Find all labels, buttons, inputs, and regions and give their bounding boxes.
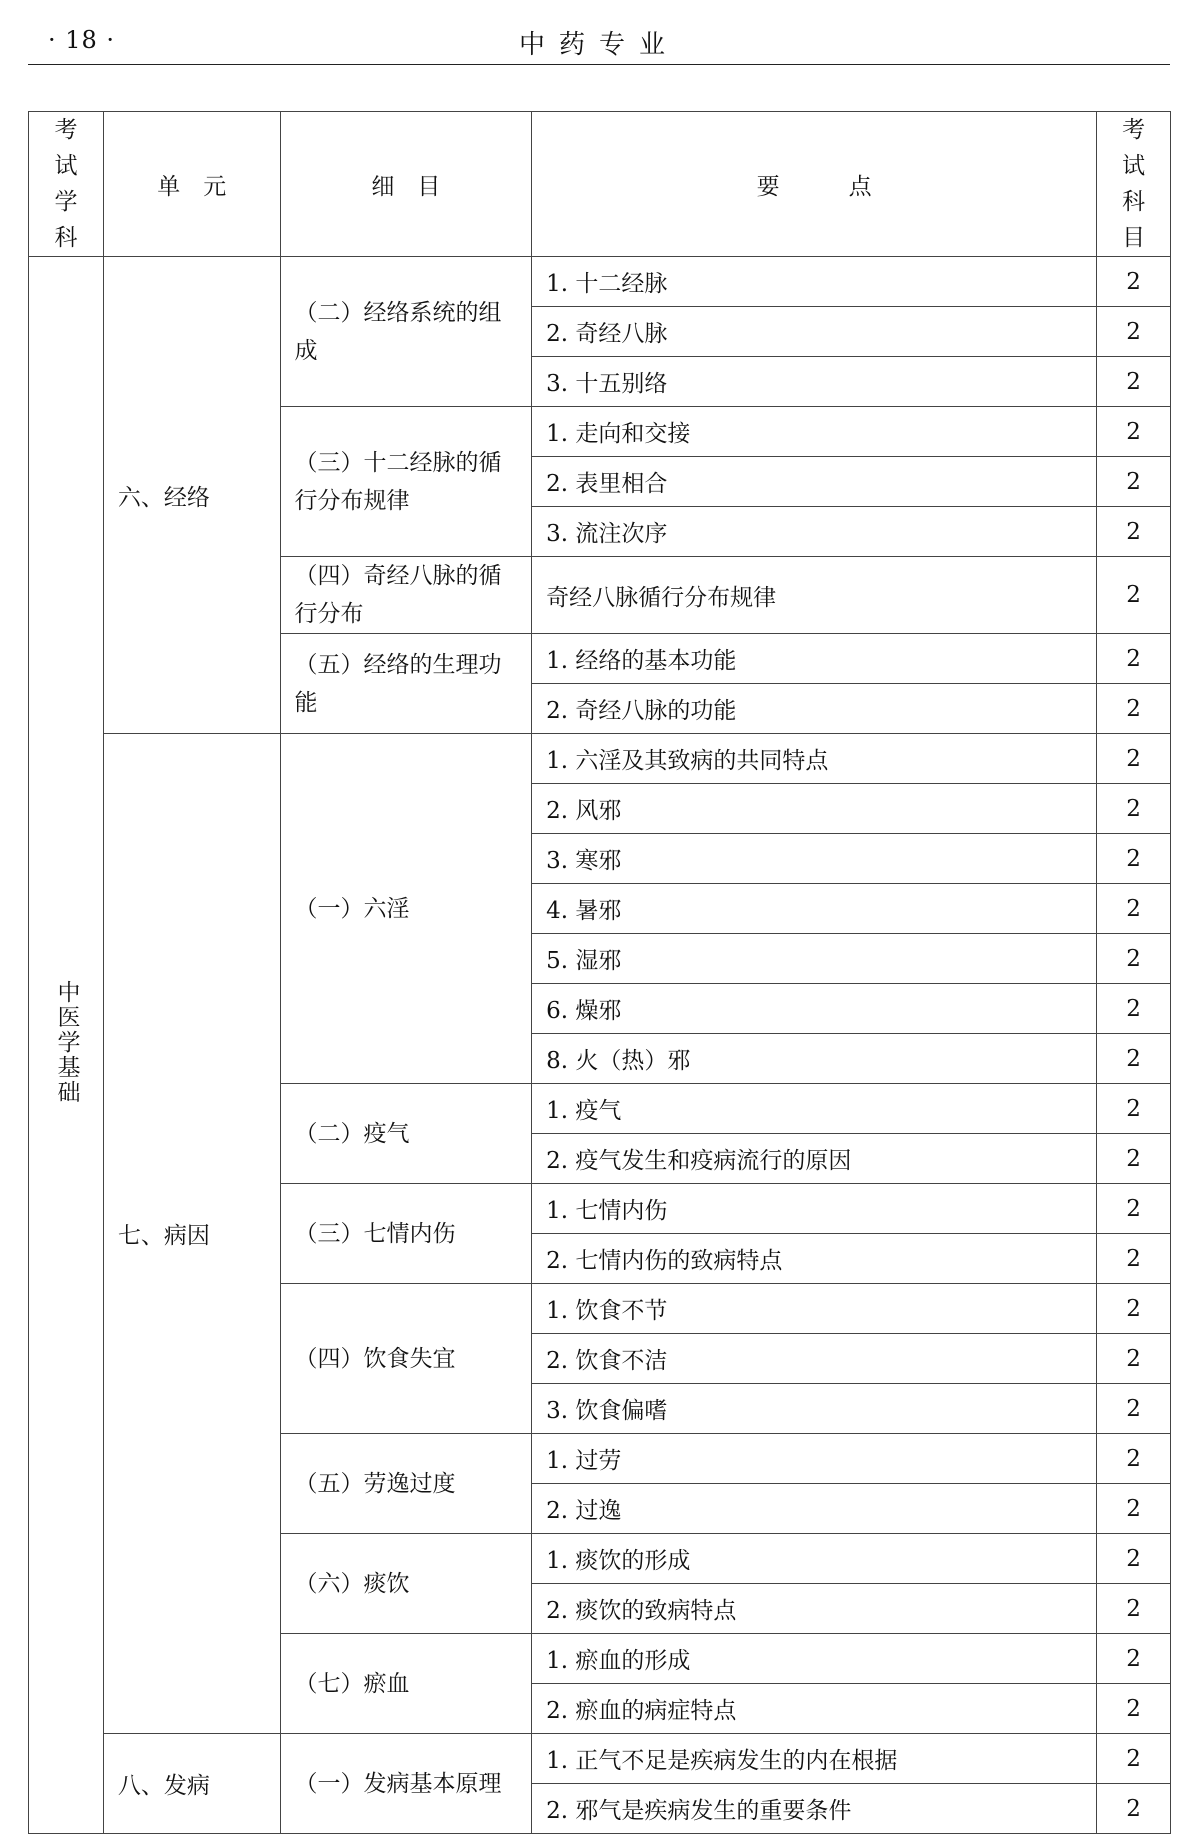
table-row (29, 734, 1171, 784)
level-cell: 2 (1097, 1684, 1171, 1734)
subject-cell (29, 257, 104, 1834)
level-cell: 2 (1097, 734, 1171, 784)
level-cell: 2 (1097, 1734, 1171, 1784)
point-cell: 1. 正气不足是疾病发生的内在根据 (532, 1734, 1097, 1784)
level-cell: 2 (1097, 1634, 1171, 1684)
level-cell: 2 (1097, 1434, 1171, 1484)
header-subject (29, 112, 104, 257)
header-subject-text: 考试 学科 (54, 117, 78, 251)
level-cell: 2 (1097, 984, 1171, 1034)
header-level (1097, 112, 1171, 257)
level-cell: 2 (1097, 1284, 1171, 1334)
point-cell: 3. 十五别络 (532, 357, 1097, 407)
header-point: 要 点 (532, 112, 1097, 257)
point-cell: 1. 瘀血的形成 (532, 1634, 1097, 1684)
point-cell: 2. 风邪 (532, 784, 1097, 834)
detail-cell: （四）饮食失宜 (280, 1284, 532, 1434)
unit-cell: 八、发病 (103, 1734, 280, 1834)
detail-cell: （二）经络系统的组成 (280, 257, 532, 407)
table-row (29, 257, 1171, 307)
level-cell: 2 (1097, 684, 1171, 734)
point-cell: 2. 痰饮的致病特点 (532, 1584, 1097, 1634)
unit-cell: 六、经络 (103, 257, 280, 734)
point-cell: 1. 七情内伤 (532, 1184, 1097, 1234)
detail-cell: （三）十二经脉的循行分布规律 (280, 407, 532, 557)
point-cell: 1. 走向和交接 (532, 407, 1097, 457)
point-cell: 1. 十二经脉 (532, 257, 1097, 307)
page-number: · 18 · (48, 26, 116, 54)
running-title: 中药专业 (518, 30, 679, 60)
level-cell: 2 (1097, 557, 1171, 634)
table-header-row (29, 112, 1171, 257)
point-cell: 4. 暑邪 (532, 884, 1097, 934)
point-cell: 1. 六淫及其致病的共同特点 (532, 734, 1097, 784)
detail-cell: （四）奇经八脉的循行分布 (280, 557, 532, 634)
point-cell: 2. 过逸 (532, 1484, 1097, 1534)
detail-cell: （二）疫气 (280, 1084, 532, 1184)
level-cell: 2 (1097, 1484, 1171, 1534)
point-cell: 2. 邪气是疾病发生的重要条件 (532, 1784, 1097, 1834)
level-cell: 2 (1097, 257, 1171, 307)
unit-cell: 七、病因 (103, 734, 280, 1734)
point-cell: 8. 火（热）邪 (532, 1034, 1097, 1084)
level-cell: 2 (1097, 507, 1171, 557)
level-cell: 2 (1097, 407, 1171, 457)
detail-cell: （五）劳逸过度 (280, 1434, 532, 1534)
level-cell: 2 (1097, 1784, 1171, 1834)
header-unit: 单 元 (103, 112, 280, 257)
point-cell: 2. 疫气发生和疫病流行的原因 (532, 1134, 1097, 1184)
point-cell: 2. 奇经八脉的功能 (532, 684, 1097, 734)
level-cell: 2 (1097, 307, 1171, 357)
point-cell: 3. 寒邪 (532, 834, 1097, 884)
point-cell: 3. 流注次序 (532, 507, 1097, 557)
level-cell: 2 (1097, 1234, 1171, 1284)
table-body (29, 257, 1171, 1834)
subject-label: 中医学基础 (53, 979, 80, 1105)
level-cell: 2 (1097, 1134, 1171, 1184)
point-cell: 5. 湿邪 (532, 934, 1097, 984)
point-cell: 1. 过劳 (532, 1434, 1097, 1484)
detail-cell: （七）瘀血 (280, 1634, 532, 1734)
point-cell: 2. 奇经八脉 (532, 307, 1097, 357)
level-cell: 2 (1097, 834, 1171, 884)
point-cell: 奇经八脉循行分布规律 (532, 557, 1097, 634)
level-cell: 2 (1097, 884, 1171, 934)
level-cell: 2 (1097, 457, 1171, 507)
page-header (28, 18, 1170, 65)
point-cell: 6. 燥邪 (532, 984, 1097, 1034)
point-cell: 1. 经络的基本功能 (532, 634, 1097, 684)
header-detail: 细 目 (280, 112, 532, 257)
level-cell: 2 (1097, 1084, 1171, 1134)
level-cell: 2 (1097, 634, 1171, 684)
point-cell: 3. 饮食偏嗜 (532, 1384, 1097, 1434)
detail-cell: （三）七情内伤 (280, 1184, 532, 1284)
point-cell: 1. 疫气 (532, 1084, 1097, 1134)
detail-cell: （一）发病基本原理 (280, 1734, 532, 1834)
level-cell: 2 (1097, 1384, 1171, 1434)
level-cell: 2 (1097, 357, 1171, 407)
level-cell: 2 (1097, 784, 1171, 834)
header-level-text: 考试 科目 (1122, 117, 1146, 251)
level-cell: 2 (1097, 1584, 1171, 1634)
level-cell: 2 (1097, 1534, 1171, 1584)
level-cell: 2 (1097, 1184, 1171, 1234)
detail-cell: （一）六淫 (280, 734, 532, 1084)
level-cell: 2 (1097, 1334, 1171, 1384)
detail-cell: （六）痰饮 (280, 1534, 532, 1634)
detail-cell: （五）经络的生理功能 (280, 634, 532, 734)
point-cell: 2. 瘀血的病症特点 (532, 1684, 1097, 1734)
point-cell: 2. 表里相合 (532, 457, 1097, 507)
point-cell: 1. 饮食不节 (532, 1284, 1097, 1334)
point-cell: 2. 饮食不洁 (532, 1334, 1097, 1384)
point-cell: 2. 七情内伤的致病特点 (532, 1234, 1097, 1284)
level-cell: 2 (1097, 1034, 1171, 1084)
level-cell: 2 (1097, 934, 1171, 984)
table-row (29, 1734, 1171, 1784)
syllabus-table (28, 111, 1171, 1834)
point-cell: 1. 痰饮的形成 (532, 1534, 1097, 1584)
